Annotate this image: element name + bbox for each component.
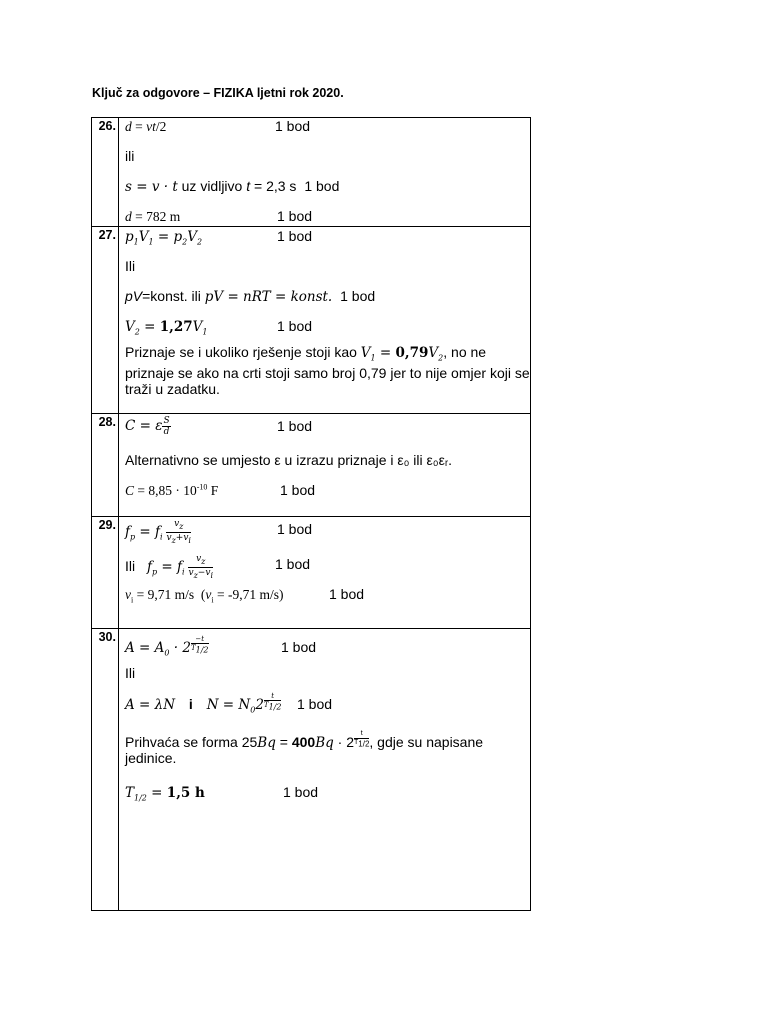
equation: s = v · t xyxy=(125,179,178,195)
equation: $N = N_02$ $^{\frac{t}{T_{1/2}}}$ xyxy=(206,692,282,715)
equation: $f_p = f_i$ xyxy=(125,524,163,542)
points-label: 1 bod xyxy=(275,118,311,134)
points-label: 1 bod xyxy=(304,178,340,194)
alternative-text: Alternativno se umjesto ε u izrazu priznaje i ε₀ ili ε₀εᵣ. xyxy=(125,452,453,468)
fraction: $\frac{v_z}{v_z-v_i}$ xyxy=(188,554,213,580)
points-label: 1 bod xyxy=(277,228,313,244)
equation: A = λN xyxy=(125,697,176,714)
points-label: 1 bod xyxy=(329,586,365,602)
answer-key-table xyxy=(91,117,531,911)
equation-text: pV=konst. ili xyxy=(125,288,201,304)
equation: $T_{1/2} = 1,5$ h xyxy=(125,784,205,803)
equation: $f_p = f_i$ xyxy=(147,559,185,577)
points-label: 1 bod xyxy=(277,418,313,434)
points-label: 1 bod xyxy=(277,318,313,334)
question-number: 29. xyxy=(92,517,119,629)
points-label: 1 bod xyxy=(277,208,313,224)
fraction: $\frac{S}{d}$ xyxy=(163,416,170,437)
answer-cell xyxy=(119,118,531,227)
question-number: 26. xyxy=(92,118,119,227)
equation: C = ε xyxy=(125,418,163,435)
points-label: 1 bod xyxy=(281,639,317,655)
answer-cell xyxy=(119,227,531,414)
ili-label: Ili xyxy=(125,665,136,681)
equation: $C = 8,85 \cdot 10^{-10}$ F xyxy=(125,482,219,498)
condition-text: uz vidljivo xyxy=(181,178,243,194)
answer-row-30 xyxy=(92,629,531,911)
answer-cell xyxy=(119,414,531,517)
answer-row-27 xyxy=(92,227,531,414)
answer-row-29 xyxy=(92,517,531,629)
ili-label: Ili xyxy=(125,558,136,574)
answer-row-26 xyxy=(92,118,531,227)
document-title: Ključ za odgovore – FIZIKA ljetni rok 2020. xyxy=(92,86,344,100)
equation: $A = A_0 \cdot 2$ $^{\frac{-t}{T_{1/2}}}$ xyxy=(125,635,209,658)
equation: $V_2 = 1,27V_1$ xyxy=(125,319,208,337)
question-number: 27. xyxy=(92,227,119,414)
points-label: 1 bod xyxy=(297,696,333,712)
question-number: 30. xyxy=(92,629,119,911)
equation: $v_i = 9,71$ m/s ($v_i = -9,71$ m/s) xyxy=(125,587,284,605)
equation: d = vt/2 xyxy=(125,119,167,134)
points-label: 1 bod xyxy=(275,556,311,572)
points-label: 1 bod xyxy=(280,482,316,498)
fraction: $\frac{v_z}{v_z+v_i}$ xyxy=(166,519,191,545)
equation: d = 782 m xyxy=(125,209,181,224)
equation: $V_1 = 0,79V_2$ xyxy=(360,345,444,363)
ili-label: Ili xyxy=(125,258,136,274)
time-value: t = 2,3 s xyxy=(246,178,297,194)
question-number: 28. xyxy=(92,414,119,517)
points-label: 1 bod xyxy=(277,521,313,537)
answer-cell xyxy=(119,517,531,629)
note-paragraph: Priznaje se i ukoliko rješenje stoji kao $V_1 = 0,79V_2$, no ne priznaje se ako na crti stoji samo broj 0,79 jer to nije omjer koji se traži u zadatku. xyxy=(125,344,530,397)
equation: $p_1V_1 = p_2V_2$ xyxy=(125,229,203,247)
points-label: 1 bod xyxy=(283,783,319,800)
and-label: i xyxy=(188,696,193,713)
form-paragraph: Prihvaća se forma 25Bq = 400Bq · 2 $^{\frac{t}{T_{1/2}}}$ , gdje su napisane jedinice. xyxy=(125,730,484,766)
answer-cell xyxy=(119,629,531,911)
ili-label: ili xyxy=(125,148,135,164)
equation: pV = nRT = konst. xyxy=(204,289,333,305)
points-label: 1 bod xyxy=(340,288,376,304)
answer-row-28 xyxy=(92,414,531,517)
